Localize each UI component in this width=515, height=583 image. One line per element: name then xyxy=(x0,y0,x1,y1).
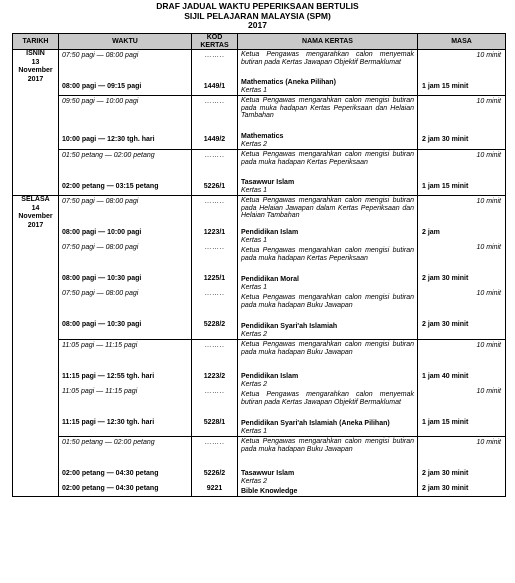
code-paper: 1225/1 xyxy=(203,275,226,282)
day-month: November xyxy=(18,213,53,220)
code-cell xyxy=(192,340,238,437)
time-instruction: 09:50 pagi — 10:00 pagi xyxy=(62,98,139,105)
title-line-3: 2017 xyxy=(248,20,267,30)
time-instruction: 11:05 pagi — 11:15 pagi xyxy=(62,388,138,395)
table-row xyxy=(13,96,506,150)
code-instruction: …….. xyxy=(204,342,225,349)
paper-cell xyxy=(238,150,418,196)
paper-name: Pendidikan Syari'ah Islamiah (Aneka Pilihan) xyxy=(241,420,390,427)
time-paper: 11:15 pagi — 12:55 tgh. hari xyxy=(62,373,155,380)
day-year: 2017 xyxy=(27,75,44,83)
paper-name: Mathematics xyxy=(241,133,284,140)
code-paper: 1449/2 xyxy=(203,136,226,143)
duration-cell xyxy=(418,437,506,497)
paper-name: Bible Knowledge xyxy=(241,488,298,495)
duration-cell xyxy=(418,96,506,150)
paper-sub: Kertas 2 xyxy=(241,141,268,148)
title-line-2: SIJIL PELAJARAN MALAYSIA (SPM) xyxy=(184,10,331,21)
code-paper: 5228/2 xyxy=(203,321,226,328)
document-title xyxy=(0,0,515,31)
instruction-text: Ketua Pengawas mengarahkan calon mengisi butiran pada muka hadapan Buku Jawapan xyxy=(241,294,414,309)
code-instruction: …….. xyxy=(204,152,225,159)
instruction-text: Ketua Pengawas mengarahkan calon mengisi butiran pada Helaian Jawapan dalam Kertas Peperiksaan dan Helaian Tambahan xyxy=(241,197,414,220)
table-row xyxy=(13,437,506,497)
code-paper: 5226/1 xyxy=(203,183,226,190)
time-instruction: 07:50 pagi — 08:00 pagi xyxy=(62,244,139,251)
code-paper: 5228/1 xyxy=(203,419,226,426)
time-cell xyxy=(59,196,192,340)
paper-sub: Kertas 2 xyxy=(241,331,268,338)
day-number: 13 xyxy=(31,58,40,66)
paper-name: Pendidikan Syari'ah Islamiah xyxy=(241,323,338,330)
time-instruction: 01:50 petang — 02:00 petang xyxy=(62,439,155,446)
time-cell xyxy=(59,96,192,150)
instruction-text: Ketua Pengawas mengarahkan calon mengisi butiran pada muka hadapan Buku Jawapan xyxy=(241,438,414,453)
table-row xyxy=(13,50,506,96)
code-paper: 1223/2 xyxy=(203,373,226,380)
duration-cell xyxy=(418,196,506,340)
duration-paper: 2 jam 30 minit xyxy=(422,275,469,282)
code-instruction: …….. xyxy=(204,52,225,59)
code-paper: 1449/1 xyxy=(203,83,226,90)
day-name: SELASA xyxy=(21,196,50,203)
date-cell-selasa xyxy=(13,196,59,497)
header-waktu: WAKTU xyxy=(59,34,192,50)
paper-cell xyxy=(238,196,418,340)
duration-paper: 2 jam 30 minit xyxy=(422,321,469,328)
instruction-text: Ketua Pengawas mengarahkan calon mengisi butiran pada muka hadapan Kertas Peperiksaan xyxy=(241,247,414,262)
duration-paper: 2 jam 30 minit xyxy=(422,470,469,477)
paper-sub: Kertas 2 xyxy=(241,381,268,388)
paper-name: Mathematics (Aneka Pilihan) xyxy=(241,79,336,86)
duration-instruction: 10 minit xyxy=(476,342,501,349)
table-row xyxy=(13,150,506,196)
header-kod xyxy=(192,34,238,50)
paper-cell xyxy=(238,340,418,437)
time-paper: 02:00 petang — 03:15 petang xyxy=(62,183,159,190)
paper-name: Pendidikan Moral xyxy=(241,276,299,283)
day-number: 14 xyxy=(31,204,40,212)
time-instruction: 07:50 pagi — 08:00 pagi xyxy=(62,52,139,59)
header-kod-line2: KERTAS xyxy=(200,41,229,49)
duration-cell xyxy=(418,50,506,96)
paper-cell xyxy=(238,50,418,96)
time-paper: 08:00 pagi — 09:15 pagi xyxy=(62,83,142,90)
paper-sub: Kertas 1 xyxy=(241,187,268,194)
duration-paper: 2 jam xyxy=(422,229,440,236)
duration-instruction: 10 minit xyxy=(476,388,501,395)
paper-sub: Kertas 2 xyxy=(241,478,268,485)
duration-cell xyxy=(418,150,506,196)
time-instruction: 07:50 pagi — 08:00 pagi xyxy=(62,290,139,297)
date-cell-isnin xyxy=(13,50,59,196)
instruction-text: Ketua Pengawas mengarahkan calon menyemak butiran pada Kertas Jawapan Objektif Bermaklumat xyxy=(241,391,414,406)
duration-paper: 1 jam 15 minit xyxy=(422,419,469,426)
instruction-text: Ketua Pengawas mengarahkan calon mengisi butiran pada muka hadapan Kertas Peperiksaan dan Helaian Tambahan xyxy=(241,97,414,120)
code-paper: 5226/2 xyxy=(203,470,226,477)
day-name: ISNIN xyxy=(26,50,45,57)
duration-paper: 2 jam 30 minit xyxy=(422,485,469,492)
duration-paper: 2 jam 30 minit xyxy=(422,136,469,143)
duration-instruction: 10 minit xyxy=(476,244,501,251)
time-instruction: 11:05 pagi — 11:15 pagi xyxy=(62,342,138,349)
code-cell xyxy=(192,437,238,497)
paper-name: Pendidikan Islam xyxy=(241,229,299,236)
day-year: 2017 xyxy=(27,221,44,229)
time-cell xyxy=(59,340,192,437)
day-month: November xyxy=(18,67,53,74)
instruction-text: Ketua Pengawas mengarahkan calon mengisi butiran pada muka hadapan Kertas Peperiksaan xyxy=(241,151,414,166)
code-instruction: …….. xyxy=(204,198,225,205)
duration-instruction: 10 minit xyxy=(476,290,501,297)
time-paper: 02:00 petang — 04:30 petang xyxy=(62,485,159,492)
header-masa: MASA xyxy=(418,34,506,50)
paper-sub: Kertas 1 xyxy=(241,237,268,244)
code-instruction: …….. xyxy=(204,98,225,105)
duration-instruction: 10 minit xyxy=(476,98,501,105)
time-paper: 08:00 pagi — 10:30 pagi xyxy=(62,275,142,282)
time-paper: 11:15 pagi — 12:30 tgh. hari xyxy=(62,419,155,426)
paper-sub: Kertas 1 xyxy=(241,428,268,435)
code-instruction: …….. xyxy=(204,439,225,446)
time-instruction: 01:50 petang — 02:00 petang xyxy=(62,152,155,159)
paper-sub: Kertas 1 xyxy=(241,284,268,291)
duration-instruction: 10 minit xyxy=(476,52,501,59)
duration-instruction: 10 minit xyxy=(476,152,501,159)
code-cell xyxy=(192,50,238,96)
paper-name: Pendidikan Islam xyxy=(241,373,299,380)
header-tarikh: TARIKH xyxy=(13,34,59,50)
time-paper: 08:00 pagi — 10:30 pagi xyxy=(62,321,142,328)
time-cell xyxy=(59,150,192,196)
header-kod-line1: KOD xyxy=(206,34,223,41)
duration-paper: 1 jam 40 minit xyxy=(422,373,469,380)
duration-paper: 1 jam 15 minit xyxy=(422,83,469,90)
code-cell xyxy=(192,196,238,340)
code-cell xyxy=(192,150,238,196)
instruction-text: Ketua Pengawas mengarahkan calon menyemak butiran pada Kertas Jawapan Objektif Bermaklumat xyxy=(241,51,414,66)
code-paper: 9221 xyxy=(206,485,223,492)
table-header-row xyxy=(13,34,506,50)
paper-sub: Kertas 1 xyxy=(241,87,268,94)
code-cell xyxy=(192,96,238,150)
instruction-text: Ketua Pengawas mengarahkan calon mengisi butiran pada muka hadapan Buku Jawapan xyxy=(241,341,414,356)
header-nama: NAMA KERTAS xyxy=(238,34,418,50)
time-paper: 02:00 petang — 04:30 petang xyxy=(62,470,159,477)
exam-schedule-table xyxy=(12,33,506,497)
time-paper: 10:00 pagi — 12:30 tgh. hari xyxy=(62,136,155,143)
paper-cell xyxy=(238,437,418,497)
time-cell xyxy=(59,437,192,497)
table-row xyxy=(13,196,506,340)
duration-instruction: 10 minit xyxy=(476,439,501,446)
paper-name: Tasawwur Islam xyxy=(241,179,295,186)
duration-paper: 1 jam 15 minit xyxy=(422,183,469,190)
code-instruction: …….. xyxy=(204,290,225,297)
time-paper: 08:00 pagi — 10:00 pagi xyxy=(62,229,142,236)
table-row xyxy=(13,340,506,437)
code-instruction: …….. xyxy=(204,388,225,395)
title-line-1: DRAF JADUAL WAKTU PEPERIKSAAN BERTULIS xyxy=(156,1,359,11)
paper-name: Tasawwur Islam xyxy=(241,470,295,477)
time-instruction: 07:50 pagi — 08:00 pagi xyxy=(62,198,139,205)
duration-instruction: 10 minit xyxy=(476,198,501,205)
duration-cell xyxy=(418,340,506,437)
paper-cell xyxy=(238,96,418,150)
code-paper: 1223/1 xyxy=(203,229,226,236)
code-instruction: …….. xyxy=(204,244,225,251)
time-cell xyxy=(59,50,192,96)
